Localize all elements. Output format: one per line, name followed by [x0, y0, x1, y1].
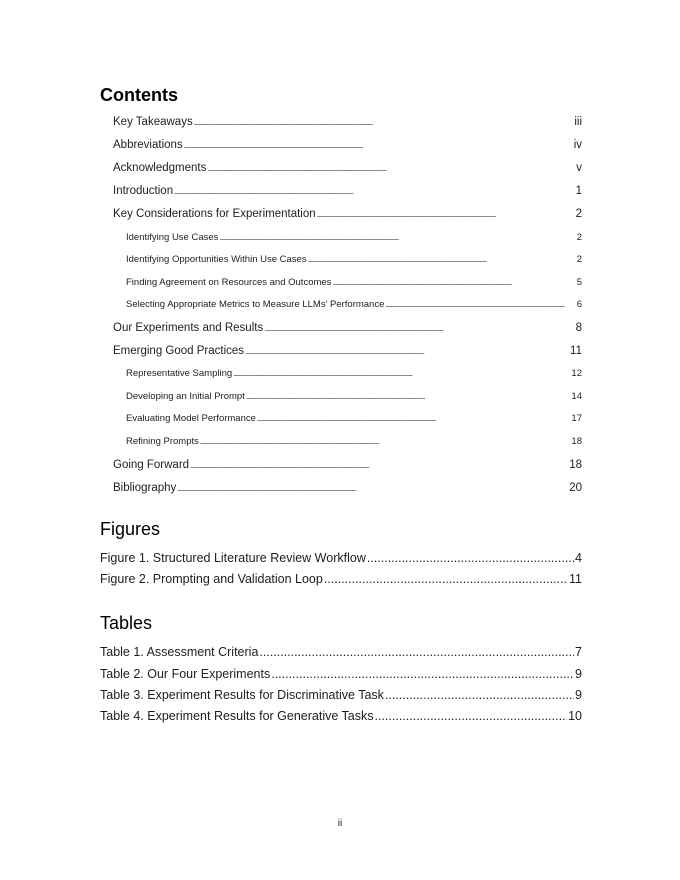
toc-entry-page: 1 [575, 185, 582, 197]
dot-leader [200, 436, 571, 447]
toc-entry-page: 2 [575, 208, 582, 220]
toc-entry-label: Our Experiments and Results [113, 322, 264, 334]
table-entry-2[interactable] [100, 667, 582, 681]
toc-entry-page: 8 [575, 322, 582, 334]
toc-entry-label: Abbreviations [113, 139, 183, 151]
toc-entry-page: 2 [576, 232, 582, 243]
dot-leader [385, 299, 575, 310]
toc-entry-page: v [576, 162, 582, 174]
toc-entry-page: 12 [571, 368, 582, 379]
toc-entry-acknowledgments[interactable] [113, 162, 582, 174]
dot-leader [375, 709, 568, 723]
toc-entry-label: Finding Agreement on Resources and Outcomes [126, 277, 332, 288]
dot-leader [190, 459, 568, 471]
table-entry-3[interactable] [100, 688, 582, 702]
table-entry-page: 10 [568, 709, 582, 723]
toc-entry-label: Refining Prompts [126, 436, 199, 447]
dot-leader [317, 208, 575, 220]
toc-entry-page: 20 [569, 482, 582, 494]
toc-entry-page: 14 [571, 391, 582, 402]
toc-entry-our-experiments[interactable] [113, 322, 582, 334]
dot-leader [246, 391, 571, 402]
dot-leader [233, 368, 570, 379]
toc-entry-representative-sampling[interactable] [126, 368, 582, 379]
toc-entry-label: Going Forward [113, 459, 190, 471]
toc-entry-emerging-good-practices[interactable] [113, 345, 582, 357]
figures-heading: Figures [100, 519, 161, 539]
figure-entry-label: Figure 1. Structured Literature Review Workflow [100, 551, 366, 565]
toc-entry-label: Developing an Initial Prompt [126, 391, 245, 402]
figure-entry-label: Figure 2. Prompting and Validation Loop [100, 572, 323, 586]
toc-entry-page: 5 [576, 277, 582, 288]
toc-entry-introduction[interactable] [113, 185, 582, 197]
toc-entry-key-takeaways[interactable] [113, 116, 582, 128]
toc-entry-refining-prompts[interactable] [126, 436, 582, 447]
toc-entry-finding-agreement[interactable] [126, 277, 582, 288]
toc-entry-bibliography[interactable] [113, 482, 582, 494]
table-entry-label: Table 1. Assessment Criteria [100, 645, 259, 659]
dot-leader [367, 551, 574, 565]
dot-leader [207, 162, 575, 174]
figure-entry-page: 11 [569, 572, 582, 586]
toc-entry-page: 2 [576, 254, 582, 265]
toc-entry-label: Selecting Appropriate Metrics to Measure LLMs’ Performance [126, 299, 385, 310]
toc-entry-label: Bibliography [113, 482, 177, 494]
toc-entry-page: 18 [569, 459, 582, 471]
toc-entry-page: 18 [571, 436, 582, 447]
contents-heading: Contents [100, 85, 178, 105]
dot-leader [264, 322, 574, 334]
toc-entry-going-forward[interactable] [113, 459, 582, 471]
toc-entry-key-considerations[interactable] [113, 208, 582, 220]
dot-leader [259, 645, 574, 659]
toc-entry-identifying-opportunities[interactable] [126, 254, 582, 265]
toc-entry-page: iii [574, 116, 582, 128]
table-entry-page: 9 [575, 667, 582, 681]
toc-entry-label: Acknowledgments [113, 162, 207, 174]
toc-entry-label: Key Takeaways [113, 116, 193, 128]
toc-entry-page: 11 [570, 345, 582, 357]
dot-leader [194, 116, 574, 128]
table-entry-page: 7 [575, 645, 582, 659]
dot-leader [385, 688, 574, 702]
toc-entry-label: Key Considerations for Experimentation [113, 208, 316, 220]
toc-entry-label: Emerging Good Practices [113, 345, 245, 357]
dot-leader [184, 139, 573, 151]
toc-entry-page: iv [573, 139, 582, 151]
toc-entry-evaluating-model-performance[interactable] [126, 413, 582, 424]
dot-leader [174, 185, 574, 197]
toc-entry-page: 6 [576, 299, 582, 310]
toc-entry-label: Identifying Use Cases [126, 232, 219, 243]
table-entry-label: Table 2. Our Four Experiments [100, 667, 271, 681]
toc-entry-label: Evaluating Model Performance [126, 413, 256, 424]
table-entry-label: Table 3. Experiment Results for Discriminative Task [100, 688, 384, 702]
dot-leader [219, 232, 575, 243]
table-entry-1[interactable] [100, 645, 582, 659]
figure-entry-1[interactable] [100, 551, 582, 565]
figure-entry-page: 4 [575, 551, 582, 565]
table-entry-4[interactable] [100, 709, 582, 723]
toc-entry-developing-initial-prompt[interactable] [126, 391, 582, 402]
toc-entry-page: 17 [571, 413, 582, 424]
toc-entry-abbreviations[interactable] [113, 139, 582, 151]
toc-entry-label: Identifying Opportunities Within Use Cases [126, 254, 307, 265]
table-entry-page: 9 [575, 688, 582, 702]
dot-leader [271, 667, 574, 681]
toc-entry-label: Introduction [113, 185, 174, 197]
tables-heading: Tables [100, 613, 153, 633]
dot-leader [324, 572, 568, 586]
dot-leader [257, 413, 571, 424]
table-entry-label: Table 4. Experiment Results for Generative Tasks [100, 709, 374, 723]
toc-entry-selecting-metrics[interactable] [126, 299, 582, 310]
dot-leader [308, 254, 576, 265]
dot-leader [332, 277, 575, 288]
page-number: ii [337, 818, 343, 829]
dot-leader [245, 345, 569, 357]
toc-entry-identifying-use-cases[interactable] [126, 232, 582, 243]
figure-entry-2[interactable] [100, 572, 582, 586]
dot-leader [177, 482, 568, 494]
toc-entry-label: Representative Sampling [126, 368, 233, 379]
